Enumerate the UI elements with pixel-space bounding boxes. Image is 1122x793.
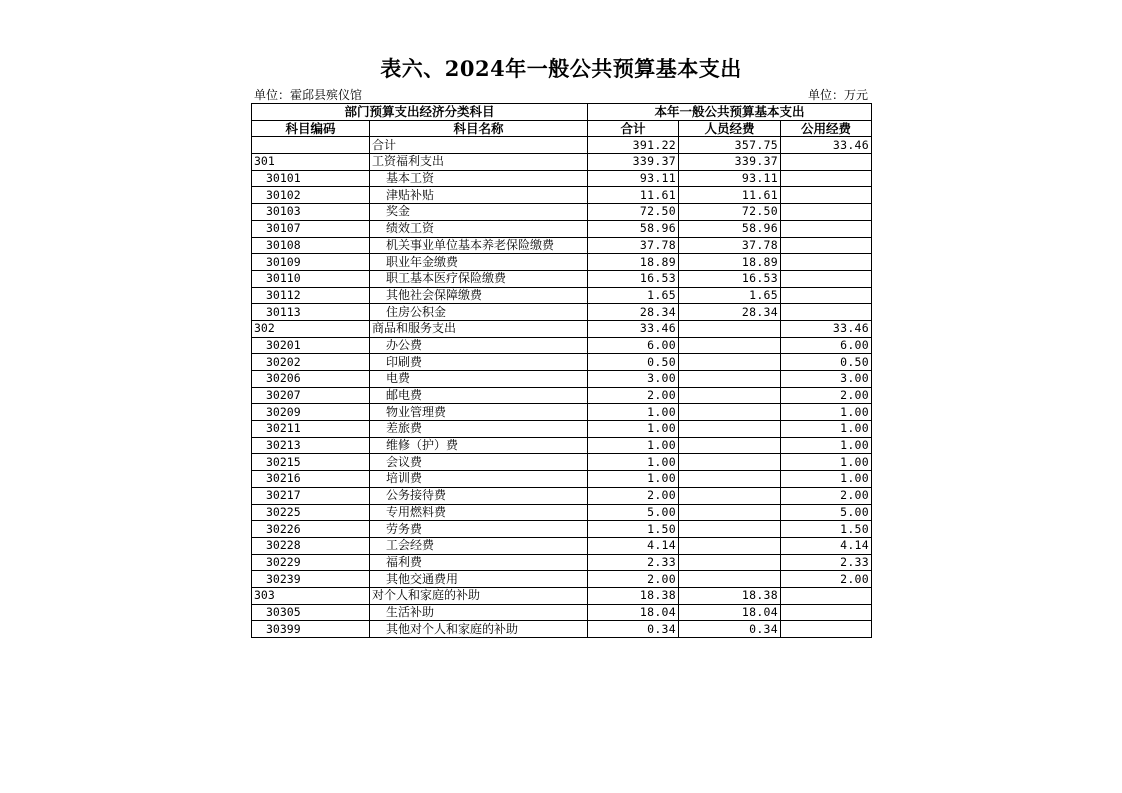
cell-subject-code: 30228 <box>252 537 370 554</box>
cell-total: 1.00 <box>588 454 679 471</box>
cell-public-expense <box>781 587 872 604</box>
cell-subject-name: 印刷费 <box>370 354 588 371</box>
cell-staff-expense: 16.53 <box>679 270 781 287</box>
table-row <box>252 454 872 471</box>
cell-subject-name: 商品和服务支出 <box>370 320 588 337</box>
table-row <box>252 437 872 454</box>
cell-public-expense: 5.00 <box>781 504 872 521</box>
table-row <box>252 154 872 171</box>
table-row <box>252 604 872 621</box>
cell-staff-expense: 339.37 <box>679 154 781 171</box>
table-row <box>252 387 872 404</box>
cell-public-expense <box>781 204 872 221</box>
cell-subject-name: 其他社会保障缴费 <box>370 287 588 304</box>
table-row <box>252 220 872 237</box>
cell-public-expense <box>781 604 872 621</box>
cell-subject-name: 奖金 <box>370 204 588 221</box>
table-row <box>252 304 872 321</box>
cell-total: 2.00 <box>588 487 679 504</box>
cell-total: 3.00 <box>588 371 679 388</box>
cell-subject-code: 30207 <box>252 387 370 404</box>
cell-staff-expense <box>679 521 781 538</box>
cell-subject-code: 30109 <box>252 254 370 271</box>
cell-subject-code: 30226 <box>252 521 370 538</box>
table-row <box>252 270 872 287</box>
cell-subject-name: 生活补助 <box>370 604 588 621</box>
cell-staff-expense: 18.38 <box>679 587 781 604</box>
cell-total: 5.00 <box>588 504 679 521</box>
cell-subject-code: 30209 <box>252 404 370 421</box>
cell-public-expense: 1.00 <box>781 471 872 488</box>
cell-subject-code: 301 <box>252 154 370 171</box>
header-staff-expense: 人员经费 <box>679 120 781 137</box>
cell-subject-name: 福利费 <box>370 554 588 571</box>
cell-subject-name: 住房公积金 <box>370 304 588 321</box>
cell-staff-expense <box>679 354 781 371</box>
table-row <box>252 137 872 154</box>
cell-subject-name: 工资福利支出 <box>370 154 588 171</box>
cell-public-expense <box>781 621 872 638</box>
page-title: 表六、2024年一般公共预算基本支出 <box>380 56 742 81</box>
cell-total: 18.04 <box>588 604 679 621</box>
cell-staff-expense <box>679 387 781 404</box>
cell-public-expense <box>781 304 872 321</box>
cell-public-expense <box>781 187 872 204</box>
table-row <box>252 471 872 488</box>
table-row <box>252 571 872 588</box>
cell-staff-expense <box>679 421 781 438</box>
cell-public-expense <box>781 154 872 171</box>
cell-staff-expense <box>679 571 781 588</box>
table-row <box>252 521 872 538</box>
cell-total: 58.96 <box>588 220 679 237</box>
cell-public-expense: 1.00 <box>781 421 872 438</box>
cell-subject-code: 30229 <box>252 554 370 571</box>
cell-staff-expense: 1.65 <box>679 287 781 304</box>
table-row <box>252 621 872 638</box>
table-row <box>252 487 872 504</box>
cell-subject-name: 办公费 <box>370 337 588 354</box>
cell-public-expense: 33.46 <box>781 137 872 154</box>
cell-subject-name: 劳务费 <box>370 521 588 538</box>
cell-staff-expense <box>679 404 781 421</box>
table-row <box>252 237 872 254</box>
cell-staff-expense <box>679 504 781 521</box>
cell-total: 37.78 <box>588 237 679 254</box>
cell-public-expense: 3.00 <box>781 371 872 388</box>
cell-total: 2.00 <box>588 571 679 588</box>
cell-staff-expense: 18.04 <box>679 604 781 621</box>
cell-subject-code: 30213 <box>252 437 370 454</box>
cell-staff-expense <box>679 320 781 337</box>
cell-public-expense: 2.00 <box>781 387 872 404</box>
table-row <box>252 320 872 337</box>
table-row <box>252 587 872 604</box>
cell-total: 16.53 <box>588 270 679 287</box>
cell-staff-expense <box>679 554 781 571</box>
cell-staff-expense <box>679 487 781 504</box>
cell-subject-code: 30305 <box>252 604 370 621</box>
header-subject-name: 科目名称 <box>370 120 588 137</box>
cell-public-expense: 1.50 <box>781 521 872 538</box>
header-public-expense: 公用经费 <box>781 120 872 137</box>
table-body <box>252 137 872 638</box>
cell-total: 18.89 <box>588 254 679 271</box>
table-row <box>252 354 872 371</box>
cell-public-expense <box>781 170 872 187</box>
cell-total: 1.00 <box>588 471 679 488</box>
cell-subject-name: 会议费 <box>370 454 588 471</box>
cell-public-expense: 0.50 <box>781 354 872 371</box>
cell-subject-name: 合计 <box>370 137 588 154</box>
cell-staff-expense: 72.50 <box>679 204 781 221</box>
table-row <box>252 537 872 554</box>
cell-total: 2.00 <box>588 387 679 404</box>
cell-subject-name: 绩效工资 <box>370 220 588 237</box>
cell-staff-expense: 0.34 <box>679 621 781 638</box>
cell-subject-name: 维修（护）费 <box>370 437 588 454</box>
cell-public-expense: 2.00 <box>781 487 872 504</box>
cell-total: 1.65 <box>588 287 679 304</box>
cell-total: 72.50 <box>588 204 679 221</box>
cell-total: 1.00 <box>588 437 679 454</box>
cell-staff-expense <box>679 454 781 471</box>
cell-total: 33.46 <box>588 320 679 337</box>
cell-staff-expense: 357.75 <box>679 137 781 154</box>
cell-public-expense <box>781 254 872 271</box>
unit-organization: 单位：霍邱县殡仪馆 <box>254 88 363 102</box>
cell-staff-expense: 28.34 <box>679 304 781 321</box>
cell-staff-expense: 11.61 <box>679 187 781 204</box>
cell-subject-name: 职业年金缴费 <box>370 254 588 271</box>
cell-total: 1.50 <box>588 521 679 538</box>
table-row <box>252 371 872 388</box>
cell-total: 11.61 <box>588 187 679 204</box>
cell-subject-code: 30202 <box>252 354 370 371</box>
cell-public-expense <box>781 287 872 304</box>
table-row <box>252 337 872 354</box>
cell-subject-name: 专用燃料费 <box>370 504 588 521</box>
cell-total: 0.50 <box>588 354 679 371</box>
cell-total: 391.22 <box>588 137 679 154</box>
cell-staff-expense: 93.11 <box>679 170 781 187</box>
cell-subject-code: 30215 <box>252 454 370 471</box>
header-total: 合计 <box>588 120 679 137</box>
cell-total: 93.11 <box>588 170 679 187</box>
cell-total: 4.14 <box>588 537 679 554</box>
cell-staff-expense <box>679 337 781 354</box>
cell-public-expense: 33.46 <box>781 320 872 337</box>
table-row <box>252 404 872 421</box>
cell-staff-expense <box>679 437 781 454</box>
cell-subject-name: 公务接待费 <box>370 487 588 504</box>
cell-subject-name: 津贴补贴 <box>370 187 588 204</box>
cell-subject-code: 30217 <box>252 487 370 504</box>
table-row <box>252 421 872 438</box>
cell-public-expense: 2.33 <box>781 554 872 571</box>
cell-public-expense <box>781 270 872 287</box>
cell-subject-code: 30211 <box>252 421 370 438</box>
cell-subject-code: 30399 <box>252 621 370 638</box>
cell-subject-code: 302 <box>252 320 370 337</box>
cell-public-expense <box>781 237 872 254</box>
cell-subject-code: 30239 <box>252 571 370 588</box>
cell-subject-code: 30201 <box>252 337 370 354</box>
cell-staff-expense: 58.96 <box>679 220 781 237</box>
cell-subject-name: 工会经费 <box>370 537 588 554</box>
cell-subject-code <box>252 137 370 154</box>
cell-public-expense: 4.14 <box>781 537 872 554</box>
table-row <box>252 187 872 204</box>
table-row <box>252 254 872 271</box>
table-row <box>252 554 872 571</box>
cell-total: 0.34 <box>588 621 679 638</box>
budget-table <box>251 103 872 638</box>
cell-staff-expense <box>679 371 781 388</box>
cell-subject-name: 机关事业单位基本养老保险缴费 <box>370 237 588 254</box>
cell-public-expense: 1.00 <box>781 437 872 454</box>
cell-total: 1.00 <box>588 421 679 438</box>
unit-currency: 单位：万元 <box>807 88 868 102</box>
header-group-classification: 部门预算支出经济分类科目 <box>252 104 588 121</box>
cell-subject-name: 电费 <box>370 371 588 388</box>
cell-subject-code: 303 <box>252 587 370 604</box>
cell-subject-code: 30103 <box>252 204 370 221</box>
cell-subject-code: 30113 <box>252 304 370 321</box>
header-group-basic-expenditure: 本年一般公共预算基本支出 <box>588 104 872 121</box>
cell-total: 2.33 <box>588 554 679 571</box>
cell-public-expense: 6.00 <box>781 337 872 354</box>
cell-total: 1.00 <box>588 404 679 421</box>
cell-total: 339.37 <box>588 154 679 171</box>
cell-subject-code: 30110 <box>252 270 370 287</box>
cell-staff-expense <box>679 537 781 554</box>
cell-subject-code: 30108 <box>252 237 370 254</box>
cell-staff-expense: 18.89 <box>679 254 781 271</box>
table-row <box>252 287 872 304</box>
cell-subject-code: 30206 <box>252 371 370 388</box>
cell-public-expense: 2.00 <box>781 571 872 588</box>
cell-staff-expense: 37.78 <box>679 237 781 254</box>
cell-subject-name: 差旅费 <box>370 421 588 438</box>
cell-total: 6.00 <box>588 337 679 354</box>
cell-total: 18.38 <box>588 587 679 604</box>
cell-subject-name: 培训费 <box>370 471 588 488</box>
cell-subject-code: 30107 <box>252 220 370 237</box>
cell-subject-code: 30101 <box>252 170 370 187</box>
cell-subject-code: 30112 <box>252 287 370 304</box>
cell-subject-name: 其他对个人和家庭的补助 <box>370 621 588 638</box>
cell-subject-name: 其他交通费用 <box>370 571 588 588</box>
cell-staff-expense <box>679 471 781 488</box>
cell-subject-name: 对个人和家庭的补助 <box>370 587 588 604</box>
cell-subject-code: 30216 <box>252 471 370 488</box>
cell-subject-code: 30225 <box>252 504 370 521</box>
cell-subject-name: 基本工资 <box>370 170 588 187</box>
cell-public-expense: 1.00 <box>781 404 872 421</box>
table-row <box>252 170 872 187</box>
header-subject-code: 科目编码 <box>252 120 370 137</box>
cell-public-expense: 1.00 <box>781 454 872 471</box>
table-row <box>252 504 872 521</box>
table-header <box>252 104 872 137</box>
table-row <box>252 204 872 221</box>
cell-total: 28.34 <box>588 304 679 321</box>
cell-public-expense <box>781 220 872 237</box>
cell-subject-name: 职工基本医疗保险缴费 <box>370 270 588 287</box>
cell-subject-name: 邮电费 <box>370 387 588 404</box>
cell-subject-name: 物业管理费 <box>370 404 588 421</box>
cell-subject-code: 30102 <box>252 187 370 204</box>
